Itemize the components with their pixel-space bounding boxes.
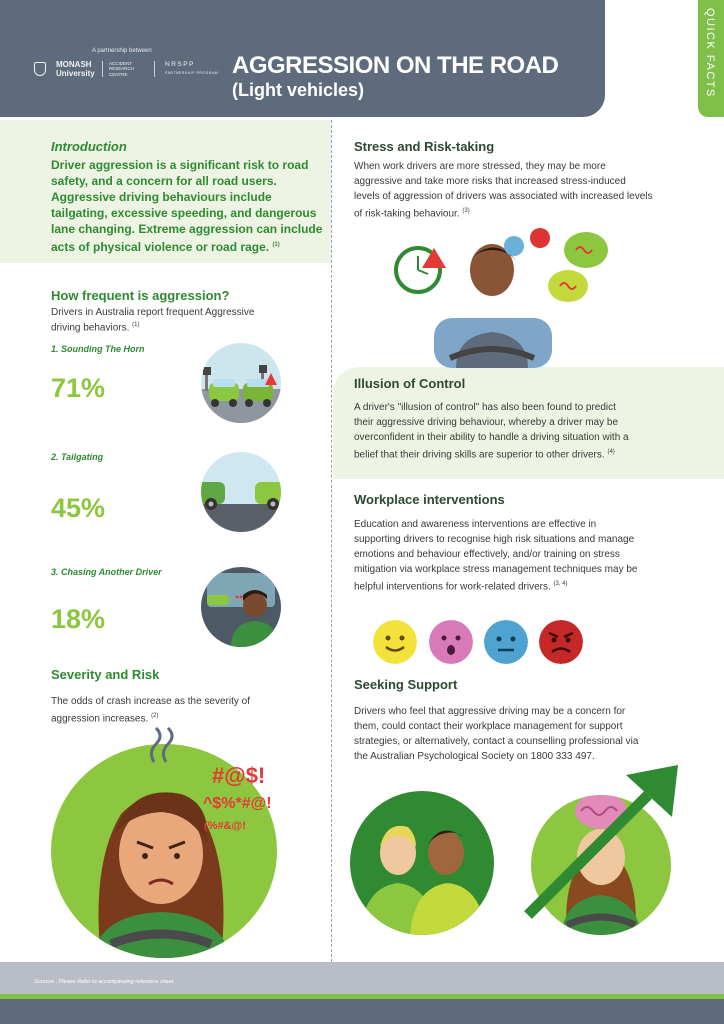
support-body: Drivers who feel that aggressive driving may be a concern for them, could contact their workplace management for support strategies, or alternatively, contact a counselling professional via the Australian Psychological Society on 1800 333 497. [354,706,639,762]
two-people-icon [350,791,494,935]
frequency-text: Drivers in Australia report frequent Aggressive driving behaviors. [51,307,255,334]
curse-text-1: #@$! [212,763,266,788]
nrspp-logo [154,61,218,77]
page-title: AGGRESSION ON THE ROAD [232,52,559,79]
severity-body [51,694,281,726]
stress-text: When work drivers are more stressed, they may be more aggressive and take more risks that increased stress-induced levels of aggression of drivers was associated with increased levels of risk-taking behaviour. [354,161,653,220]
steam-icon [146,724,182,764]
upward-arrow-icon [520,765,680,925]
item-label-horn: 1. Sounding The Horn [51,344,145,354]
workplace-body [354,517,644,594]
item-label-tailgating: 2. Tailgating [51,452,104,462]
stressed-driver-illustration [394,228,614,368]
support-heading: Seeking Support [354,677,458,692]
stress-body [354,159,654,221]
intro-heading: Introduction [51,139,127,154]
support-people-illustration [350,791,494,935]
stress-ref: (3) [462,208,470,214]
footer-gray-band [0,962,724,994]
tailgating-cars-icon [201,452,281,532]
footer-green-line [0,994,724,999]
intro-text: Driver aggression is a significant risk to road safety, and a concern for all road users. Aggressive driving behaviours include tailgating, excessive speeding, and dangerous lane changing. Extreme aggression can include acts of physical violence or road rage. [51,158,323,254]
stress-heading: Stress and Risk-taking [354,139,495,154]
frequency-heading: How frequent is aggression? [51,288,230,303]
illusion-text: A driver's "illusion of control" has also been found to predict their aggressive driving behaviour, whereby a driver may be overconfident in their ability to handle a driving situation with a belief that their driving skills are superior to other drivers. [354,402,629,461]
nrspp-logo-subtext: PARTNERSHIP PROGRAM [165,71,219,75]
nrspp-logo-text: NRSPP [165,61,195,68]
workplace-heading: Workplace interventions [354,492,505,507]
sad-face-icon [484,620,528,664]
item-label-chasing: 3. Chasing Another Driver [51,567,162,577]
workplace-text: Education and awareness interventions are effective in supporting drivers to recognise high risk situations and manage emotions and behaviour effectively, and/or training on stress mitigation via workplace stress management techniques may be helpful interventions for work-related drivers. [354,519,638,593]
partnership-label: A partnership between [92,48,152,54]
severity-text: The odds of crash increase as the severity of aggression increases. [51,696,250,725]
intro-ref: (1) [272,242,280,248]
chasing-driver-icon [201,567,281,647]
horn-illustration [201,343,281,423]
monash-crest-icon [34,62,46,76]
intro-body [51,157,326,255]
illusion-heading: Illusion of Control [354,376,466,391]
chasing-illustration [201,567,281,647]
angry-face-icon [539,620,583,664]
partner-logos [34,60,218,78]
tailgating-illustration [201,452,281,532]
illusion-ref: (4) [607,449,615,455]
arc-logo-text: ACCIDENT RESEARCH CENTRE [102,61,144,78]
workplace-ref: (3, 4) [553,581,568,587]
percent-chasing: 18% [51,604,106,634]
quick-facts-label: QUICK FACTS [704,8,716,98]
frequency-ref: (1) [132,322,140,328]
severity-ref: (2) [151,713,159,719]
percent-horn: 71% [51,373,106,403]
illusion-body [354,400,629,462]
frequency-body [51,306,271,334]
page-subtitle: (Light vehicles) [232,80,365,100]
monash-logo-text: MONASH University [56,60,95,78]
curse-text-3: (%#&@! [204,820,246,832]
surprised-face-icon [429,620,473,664]
sources-note: Sources : Please Refer to accompanying reference sheet. [34,979,175,985]
severity-heading: Severity and Risk [51,667,160,682]
curse-text-2: ^$%*#@! [203,795,272,812]
column-divider [331,120,332,962]
horn-traffic-icon [201,343,281,423]
happy-face-icon [373,620,417,664]
percent-tailgating: 45% [51,493,106,523]
